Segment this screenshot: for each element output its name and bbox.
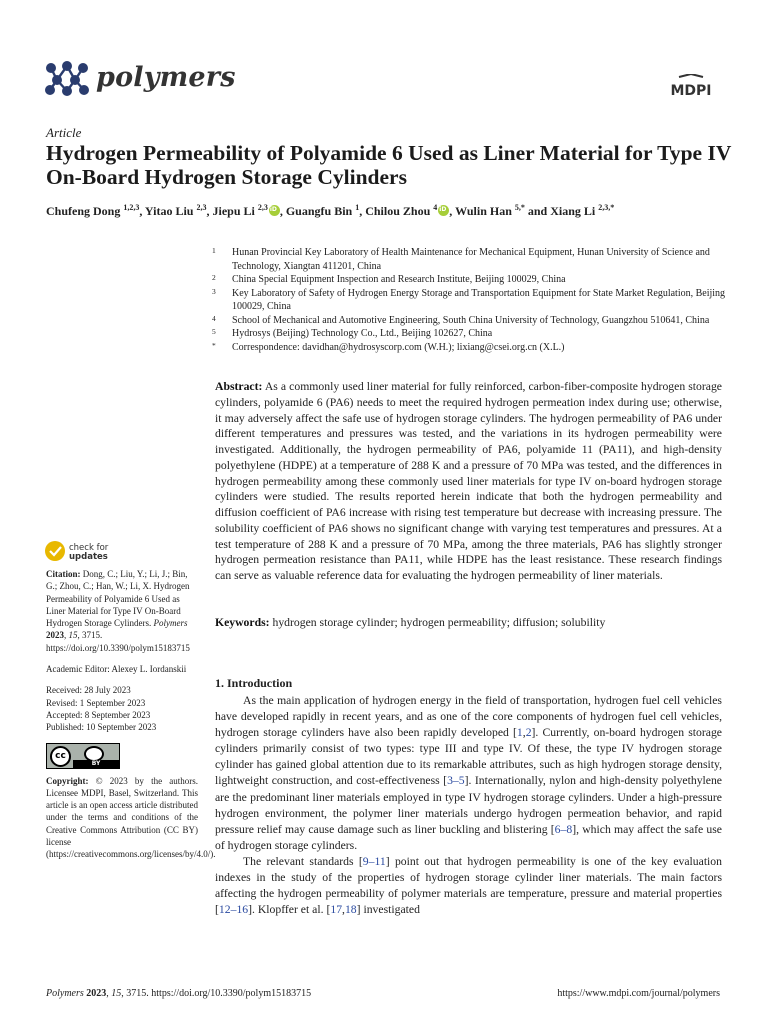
affiliation-text: Hydrosys (Beijing) Technology Co., Ltd., Beijing 102627, China xyxy=(232,328,493,339)
date-published: Published: 10 September 2023 xyxy=(46,722,157,733)
affiliation-marker: 4 xyxy=(212,313,216,323)
reference-link[interactable]: 12–16 xyxy=(218,903,249,917)
affiliation-marker: 2 xyxy=(212,273,216,282)
footer-journal-url[interactable]: https://www.mdpi.com/journal/polymers xyxy=(557,988,720,999)
dates xyxy=(46,684,198,733)
affiliation-marker: 1 xyxy=(212,246,216,255)
reference-link[interactable]: 6–8 xyxy=(554,822,573,836)
affiliation-item xyxy=(210,327,730,341)
abstract-text: As a commonly used liner material for fully reinforced, carbon-fiber-composite hydrogen storage cylinders, polyamide 6 (PA6) needs to meet the required hydrogen permeation index during use; otherwise, it may adversely affect the safe use of hydrogen storage cylinders. The hydrogen permeability of PA6 under different temperatures and pressures was tested, and the variations in its hydrogen permeability were investigated. Additionally, the hydrogen permeability of PA6, polyamide 11 (PA11), and high-density polyethylene (HDPE) at a temperature of 288 K and a pressure of 70 MPa was tested, and the differences in hydrogen permeability among these commonly used liner materials for type IV on-board hydrogen storage cylinders were studied. The results reported herein indicate that both the hydrogen permeability and diffusion coefficient of PA6 increase with rising test temperature but decrease with increasing pressure. The solubility coefficient of PA6 shows no significant change with varying test temperatures and pressures. At a test temperature of 288 K and a pressure of 70 MPa, among the three materials, PA6 has slightly stronger hydrogen permeation resistance than PA11, while HDPE has the least resistance. These research findings can serve as valuable reference data for evaluating the hydrogen permeability of liner materials. xyxy=(215,380,722,582)
affiliation-item xyxy=(210,246,730,273)
affiliation-item xyxy=(210,314,730,328)
academic-editor: Academic Editor: Alexey L. Iordanskii xyxy=(46,664,187,675)
author-affiliation-marker: 2,3,* xyxy=(598,203,615,212)
author-affiliation-marker: 1 xyxy=(355,203,360,212)
date-received: Received: 28 July 2023 xyxy=(46,685,131,696)
article-type: Article xyxy=(46,125,82,140)
author-name: Jiepu Li xyxy=(212,204,258,218)
author-name: Chufeng Dong xyxy=(46,204,124,218)
affiliation-item xyxy=(210,273,730,287)
keywords-label: Keywords: xyxy=(215,616,270,629)
reference-link[interactable]: 1 xyxy=(516,726,523,740)
intro-paragraph-2: The relevant standards [9–11] point out that hydrogen permeability is one of the key evaluation indexes in the study of the properties of hydrogen storage cylinder liner materials. The main factors affecting the hydrogen permeability of polymer materials are temperature, pressure and material properties [12–16]. Klopffer et al. [17,18] investigated xyxy=(215,854,722,917)
keywords-text: hydrogen storage cylinder; hydrogen permeability; diffusion; solubility xyxy=(272,616,606,629)
svg-text:check for: check for xyxy=(69,543,109,553)
author-affiliation-marker: 1,2,3 xyxy=(123,203,140,212)
affiliations xyxy=(210,246,730,354)
footer-citation: Polymers 2023, 15, 3715. https://doi.org/10.3390/polym15183715 xyxy=(46,988,312,999)
date-accepted: Accepted: 8 September 2023 xyxy=(46,709,151,720)
affiliation-text: China Special Equipment Inspection and Research Institute, Beijing 100029, China xyxy=(232,274,566,285)
reference-link[interactable]: 18 xyxy=(344,903,357,917)
author-name: Chilou Zhou xyxy=(365,204,434,218)
author-affiliation-marker: 2,3 xyxy=(196,203,207,212)
article-title: Hydrogen Permeability of Polyamide 6 Used as Liner Material for Type IV On-Board Hydrogen Storage Cylinders xyxy=(46,141,731,189)
affiliation-marker: * xyxy=(212,340,216,350)
reference-link[interactable]: 9–11 xyxy=(362,854,386,868)
article-info-sidebar xyxy=(46,568,216,870)
author-name: Guangfu Bin xyxy=(285,204,356,218)
polymers-logo-icon xyxy=(44,60,90,96)
orcid-icon[interactable] xyxy=(269,205,280,216)
mdpi-logo-icon xyxy=(665,74,717,98)
author-affiliation-marker: 2,3 xyxy=(257,203,268,212)
affiliation-marker: 3 xyxy=(212,286,216,296)
author-name: Xiang Li xyxy=(550,204,599,218)
affiliation-text: Key Laboratory of Safety of Hydrogen Energy Storage and Transportation Equipment for State Market Regulation, Beijing 100029, China xyxy=(232,287,726,312)
orcid-icon[interactable] xyxy=(438,205,449,216)
publisher-name: MDPI xyxy=(670,83,712,98)
affiliation-item xyxy=(210,341,730,355)
cc-by-license-icon[interactable] xyxy=(46,743,120,769)
cc-icon: cc xyxy=(50,746,71,767)
by-label: BY xyxy=(73,760,119,768)
reference-link[interactable]: 2 xyxy=(525,726,532,740)
author-affiliation-marker: 5,* xyxy=(514,203,525,212)
citation-doi-link[interactable]: , 3715. https://doi.org/10.3390/polym15183715 xyxy=(46,630,190,653)
author-list: Chufeng Dong $^{1,2,3}$, Yitao Liu $^{2,3}$, Jiepu Li $^{2,3}$iD , Guangfu Bin $^1$, Chilou Zhou $^4$iD , Wulin Han $^{5,*}$ and Xiang Li $^{2,3,*}$ xyxy=(46,203,746,219)
abstract-label: Abstract: xyxy=(215,380,263,393)
affiliation-text: School of Mechanical and Automotive Engineering, South China University of Technology, Guangzhou 510641, China xyxy=(232,314,710,326)
introduction-body xyxy=(215,693,722,918)
date-revised: Revised: 1 September 2023 xyxy=(46,697,146,708)
keywords xyxy=(215,615,722,631)
journal-name: polymers xyxy=(96,62,236,93)
section-heading-introduction: 1. Introduction xyxy=(215,676,293,690)
affiliation-marker: 5 xyxy=(212,327,216,336)
author-name: Wulin Han xyxy=(455,204,515,218)
reference-link[interactable]: 17 xyxy=(330,903,343,917)
reference-link[interactable]: 3–5 xyxy=(447,774,465,788)
author-affiliation-marker: 4 xyxy=(433,203,438,212)
affiliation-text: Correspondence: davidhan@hydrosyscorp.com (W.H.); lixiang@csei.org.cn (X.L.) xyxy=(232,341,565,353)
citation: Citation: Dong, C.; Liu, Y.; Li, J.; Bin, G.; Zhou, C.; Han, W.; Li, X. Hydrogen Permeability of Polyamide 6 Used as Liner Material for Type IV On-Board Hydrogen Storage Cylinders. Polymers 2023, 15, 3715. https://doi.org/10.3390/polym15183715 xyxy=(46,569,190,653)
author-name: Yitao Liu xyxy=(144,204,197,218)
check-for-updates-button[interactable] xyxy=(44,540,124,562)
svg-text:updates: updates xyxy=(69,552,108,562)
intro-paragraph-1: As the main application of hydrogen energy in the field of transportation, hydrogen fuel cell vehicles have developed rapidly in recent years, and as one of the core components of hydrogen fuel cell vehicles, hydrogen storage cylinders have also been rapidly developed [1,2]. Currently, on-board hydrogen storage cylinders primarily consist of two types: type III and type IV. Of these, the type IV hydrogen storage cylinder has gained global attention due to its remarkable attributes, such as high hydrogen storage density, lightweight construction, and cost-effectiveness [3–5]. Internationally, nylon and high-density polyethylene are the predominant liner materials employed in type IV hydrogen storage cylinders. Under a high-pressure hydrogen environment, the polymer liner materials undergo hydrogen permeation behavior, and rapid pressure relief may cause damage such as liner buckling and blistering [6–8], which may affect the safe use of hydrogen storage cylinders. xyxy=(215,694,722,852)
affiliation-item xyxy=(210,287,730,314)
copyright-notice: Copyright: © 2023 by the authors. Licensee MDPI, Basel, Switzerland. This article is an open access article distributed under the terms and conditions of the Creative Commons Attribution (CC BY) license (https://creativecommons.org/licenses/by/4.0/). xyxy=(46,775,216,860)
abstract xyxy=(215,379,722,584)
affiliation-text: Hunan Provincial Key Laboratory of Health Maintenance for Mechanical Equipment, Hunan University of Science and Technology, Xiangtan 411201, China xyxy=(232,247,710,272)
